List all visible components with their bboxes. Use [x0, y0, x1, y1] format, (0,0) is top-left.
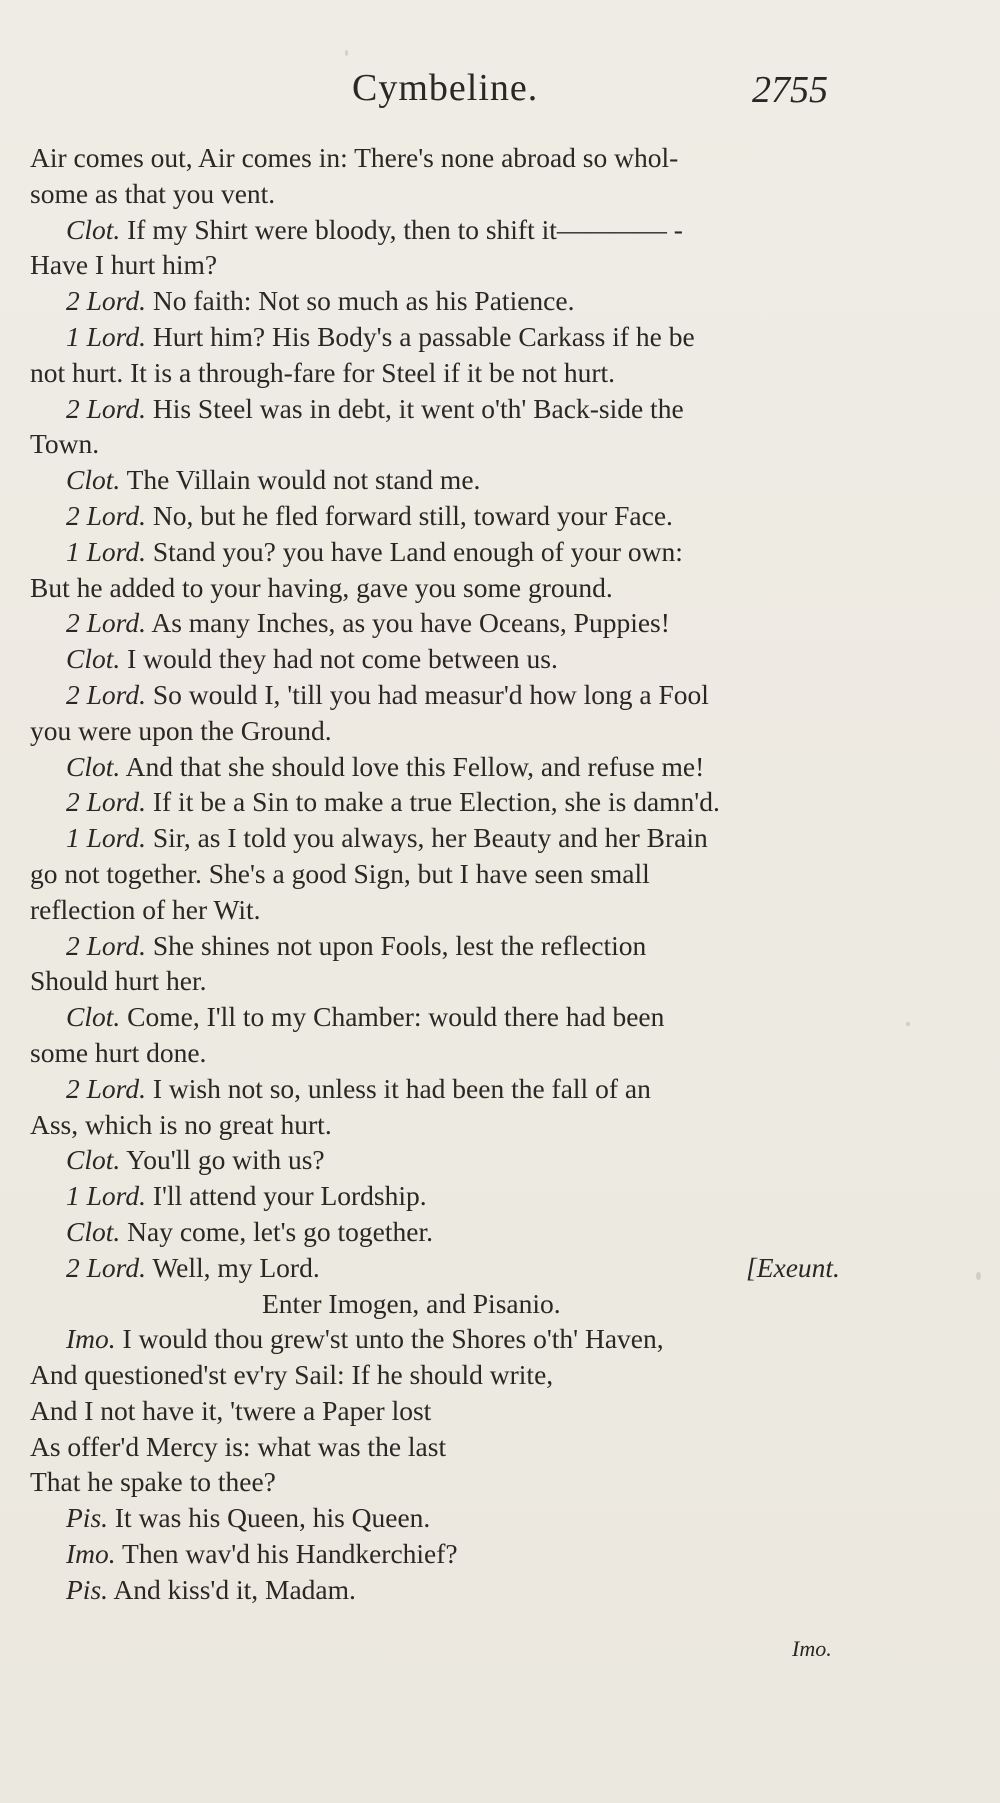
- line-text: I would they had not come between us.: [120, 643, 558, 675]
- text-line: [30, 928, 870, 964]
- line-text: So would I, 'till you had measur'd how long a Fool: [145, 678, 709, 710]
- speaker-name: 2 Lord.: [66, 1251, 146, 1283]
- text-line: [30, 892, 870, 928]
- speaker-name: Clot.: [66, 750, 121, 782]
- line-text: Hurt him? His Body's a passable Carkass if he be: [145, 320, 695, 352]
- speaker-name: Imo.: [66, 1323, 116, 1355]
- line-text: reflection of her Wit.: [30, 893, 261, 925]
- text-line: [30, 1178, 870, 1214]
- text-line: [30, 498, 870, 534]
- line-text: go not together. She's a good Sign, but I have seen small: [30, 857, 650, 889]
- text-line: [30, 1035, 870, 1071]
- line-text: That he spake to thee?: [30, 1466, 276, 1498]
- speaker-name: 1 Lord.: [66, 822, 146, 854]
- text-line: [30, 1464, 870, 1500]
- text-line: [30, 1572, 870, 1608]
- paper-speck: [976, 1272, 981, 1280]
- line-text: I would thou grew'st unto the Shores o'th' Haven,: [115, 1323, 664, 1355]
- line-text: And that she should love this Fellow, and refuse me!: [120, 750, 705, 782]
- line-text: If my Shirt were bloody, then to shift it———— -: [120, 213, 683, 245]
- catchword: Imo.: [792, 1636, 832, 1661]
- text-line: [30, 534, 870, 570]
- speaker-name: 2 Lord.: [66, 678, 146, 710]
- speaker-name: 1 Lord.: [66, 1180, 146, 1212]
- text-line: [30, 999, 870, 1035]
- line-text: As offer'd Mercy is: what was the last: [30, 1430, 447, 1462]
- text-line: [30, 1429, 870, 1465]
- stage-direction: [30, 1286, 870, 1322]
- speaker-name: Pis.: [66, 1502, 109, 1534]
- speaker-name: 1 Lord.: [66, 535, 146, 567]
- text-line: [30, 426, 870, 462]
- speaker-name: Clot.: [66, 1215, 121, 1247]
- line-text: Air comes out, Air comes in: There's none abroad so whol-: [30, 142, 679, 173]
- text-line: [30, 1536, 870, 1572]
- text-line: [30, 570, 870, 606]
- text-line: [30, 641, 870, 677]
- text-line: [30, 462, 870, 498]
- paper-speck: [906, 1022, 910, 1026]
- speaker-name: 2 Lord.: [66, 929, 146, 961]
- speaker-name: Clot.: [66, 213, 121, 245]
- line-text: I wish not so, unless it had been the fall of an: [145, 1072, 651, 1104]
- line-text: Come, I'll to my Chamber: would there had been: [120, 1001, 665, 1033]
- text-line: [30, 784, 870, 820]
- line-text: You'll go with us?: [120, 1144, 325, 1176]
- line-text: And I not have it, 'twere a Paper lost: [30, 1394, 432, 1426]
- text-line: [30, 1321, 870, 1357]
- line-text: Town.: [30, 428, 100, 460]
- text-line: [30, 963, 870, 999]
- text-line: [30, 176, 870, 212]
- line-text: And questioned'st ev'ry Sail: If he should write,: [30, 1359, 554, 1391]
- line-text: She shines not upon Fools, lest the reflection: [145, 929, 647, 961]
- speaker-name: Imo.: [66, 1538, 116, 1570]
- line-text: It was his Queen, his Queen.: [108, 1502, 431, 1534]
- text-line: [30, 1142, 870, 1178]
- text-line: [30, 605, 870, 641]
- line-text: not hurt. It is a through-fare for Steel if it be not hurt.: [30, 356, 615, 388]
- line-text: you were upon the Ground.: [30, 714, 332, 746]
- text-line: [30, 1393, 870, 1429]
- line-text: some hurt done.: [30, 1036, 207, 1068]
- line-text: Have I hurt him?: [30, 249, 218, 281]
- line-text: No faith: Not so much as his Patience.: [145, 285, 575, 317]
- page-number: 2755: [752, 69, 828, 111]
- line-text: As many Inches, as you have Oceans, Puppies!: [145, 607, 670, 639]
- line-text: If it be a Sin to make a true Election, she is damn'd.: [145, 786, 720, 818]
- text-line: [30, 247, 870, 283]
- line-text: Nay come, let's go together.: [120, 1215, 433, 1247]
- text-line: [30, 856, 870, 892]
- text-line: [30, 1214, 870, 1250]
- text-line: [30, 1071, 870, 1107]
- text-line: [30, 319, 870, 355]
- play-text: [30, 140, 870, 1608]
- text-line: [30, 1500, 870, 1536]
- speaker-name: Clot.: [66, 643, 121, 675]
- line-text: some as that you vent.: [30, 177, 276, 209]
- line-text: But he added to your having, gave you some ground.: [30, 571, 613, 603]
- speaker-name: Pis.: [66, 1573, 109, 1605]
- text-line: [30, 140, 870, 176]
- text-line: [30, 1357, 870, 1393]
- text-line: [30, 677, 870, 713]
- speaker-name: 2 Lord.: [66, 285, 146, 317]
- line-text: Should hurt her.: [30, 965, 207, 997]
- line-text: The Villain would not stand me.: [120, 464, 481, 496]
- text-line: [30, 391, 870, 427]
- line-text: Ass, which is no great hurt.: [30, 1108, 332, 1140]
- line-text: I'll attend your Lordship.: [145, 1180, 427, 1212]
- speaker-name: 1 Lord.: [66, 320, 146, 352]
- paper-speck: [345, 50, 348, 56]
- running-head: [0, 62, 1000, 122]
- text-line: [30, 1107, 870, 1143]
- page-title: Cymbeline.: [352, 67, 539, 109]
- line-text: His Steel was in debt, it went o'th' Back-side the: [145, 392, 684, 424]
- line-text: No, but he fled forward still, toward your Face.: [145, 499, 673, 531]
- text-line: [30, 212, 870, 248]
- text-line: [30, 355, 870, 391]
- line-text: Sir, as I told you always, her Beauty and her Brain: [145, 822, 708, 854]
- line-text: Stand you? you have Land enough of your own:: [145, 535, 683, 567]
- speaker-name: 2 Lord.: [66, 1072, 146, 1104]
- line-text: Enter Imogen, and Pisanio.: [262, 1287, 561, 1319]
- speaker-name: Clot.: [66, 1144, 121, 1176]
- speaker-name: 2 Lord.: [66, 607, 146, 639]
- text-line: [30, 283, 870, 319]
- line-text: And kiss'd it, Madam.: [108, 1573, 356, 1605]
- speaker-name: 2 Lord.: [66, 499, 146, 531]
- text-line: [30, 1250, 870, 1286]
- line-text: Well, my Lord.: [145, 1251, 320, 1283]
- exit-direction: [Exeunt.: [746, 1251, 840, 1283]
- text-line: [30, 820, 870, 856]
- speaker-name: 2 Lord.: [66, 786, 146, 818]
- line-text: Then wav'd his Handkerchief?: [115, 1538, 458, 1570]
- speaker-name: Clot.: [66, 1001, 121, 1033]
- text-line: [30, 713, 870, 749]
- text-line: [30, 749, 870, 785]
- speaker-name: 2 Lord.: [66, 392, 146, 424]
- speaker-name: Clot.: [66, 464, 121, 496]
